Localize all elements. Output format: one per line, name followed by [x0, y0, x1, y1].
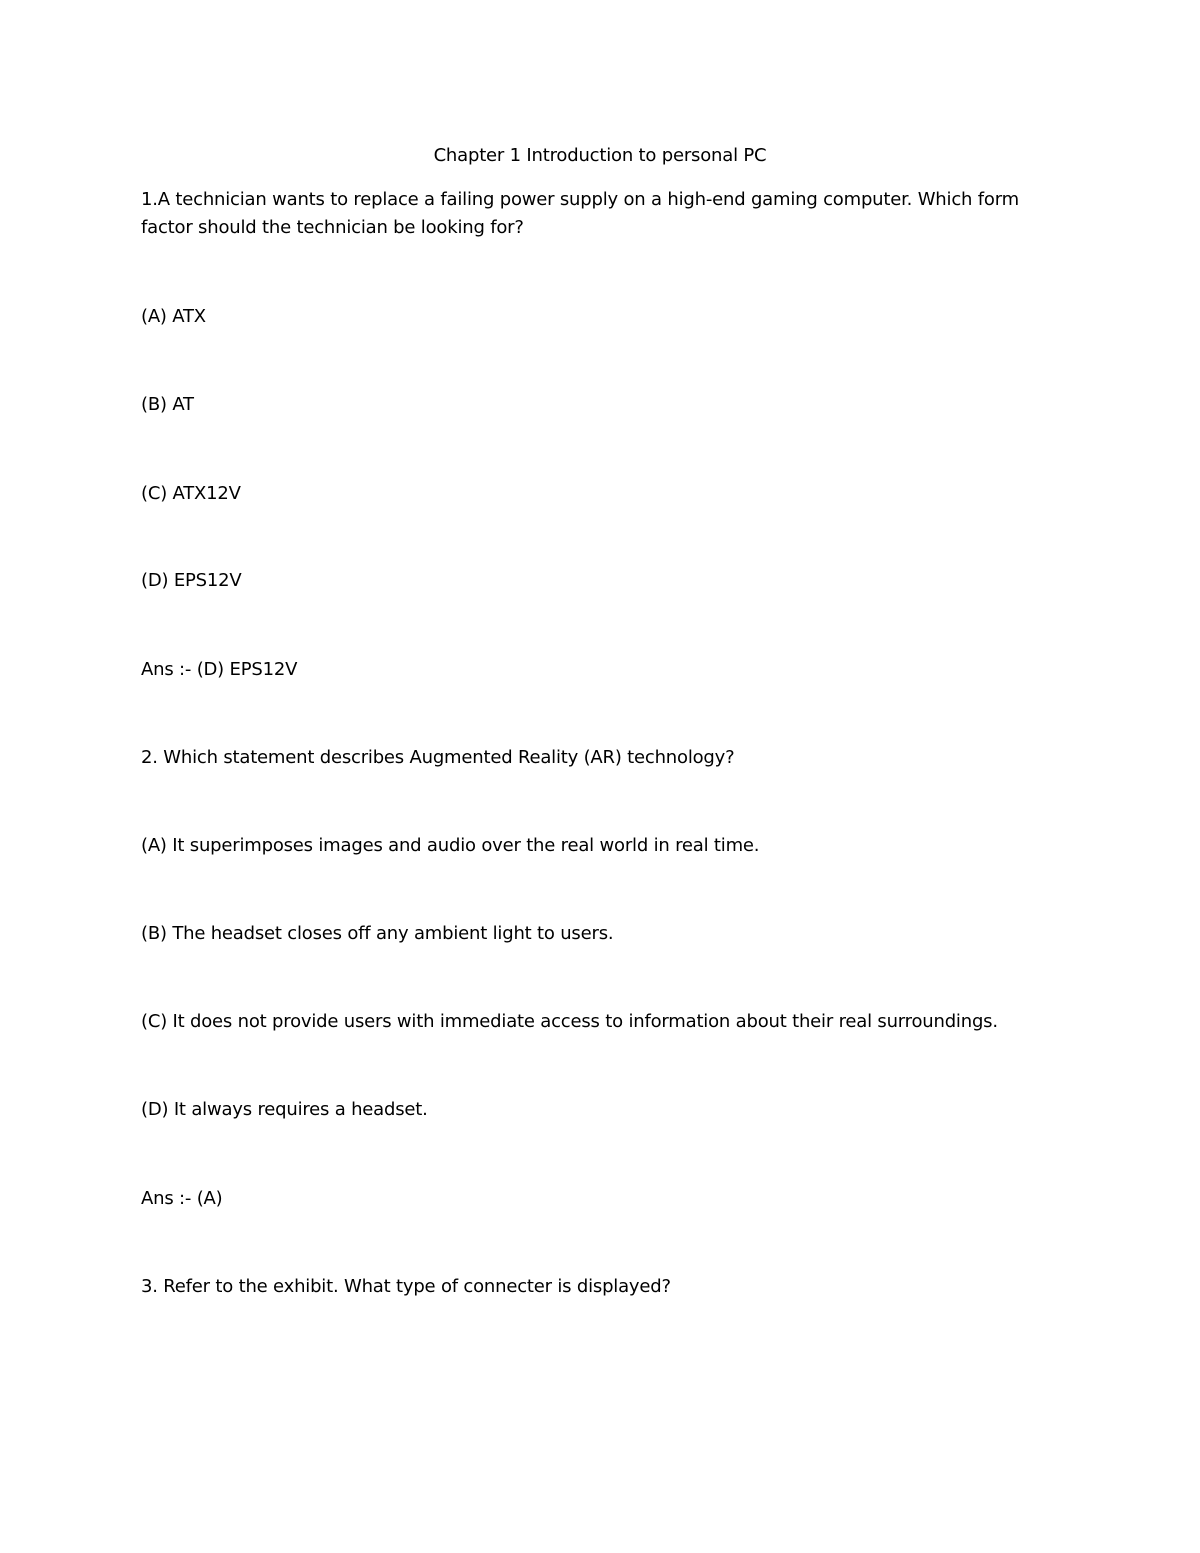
question-1-option-b: (B) AT	[141, 394, 194, 415]
question-1-line-2: factor should the technician be looking for?	[141, 217, 524, 238]
question-2-option-b: (B) The headset closes off any ambient light to users.	[141, 923, 614, 944]
question-2-option-a: (A) It superimposes images and audio over the real world in real time.	[141, 835, 760, 856]
question-1-line-1: 1.A technician wants to replace a failing power supply on a high-end gaming computer. Which form	[141, 189, 1019, 210]
question-2-text: 2. Which statement describes Augmented Reality (AR) technology?	[141, 747, 735, 768]
question-1-option-d: (D) EPS12V	[141, 570, 242, 591]
question-1-option-a: (A) ATX	[141, 306, 206, 327]
page-title: Chapter 1 Introduction to personal PC	[433, 145, 767, 166]
question-2-answer: Ans :- (A)	[141, 1188, 223, 1209]
question-2-option-c: (C) It does not provide users with immediate access to information about their real surroundings.	[141, 1011, 998, 1032]
question-1-answer: Ans :- (D) EPS12V	[141, 659, 298, 680]
question-2-option-d: (D) It always requires a headset.	[141, 1099, 428, 1120]
question-3-text: 3. Refer to the exhibit. What type of connecter is displayed?	[141, 1276, 671, 1297]
question-1-option-c: (C) ATX12V	[141, 483, 241, 504]
